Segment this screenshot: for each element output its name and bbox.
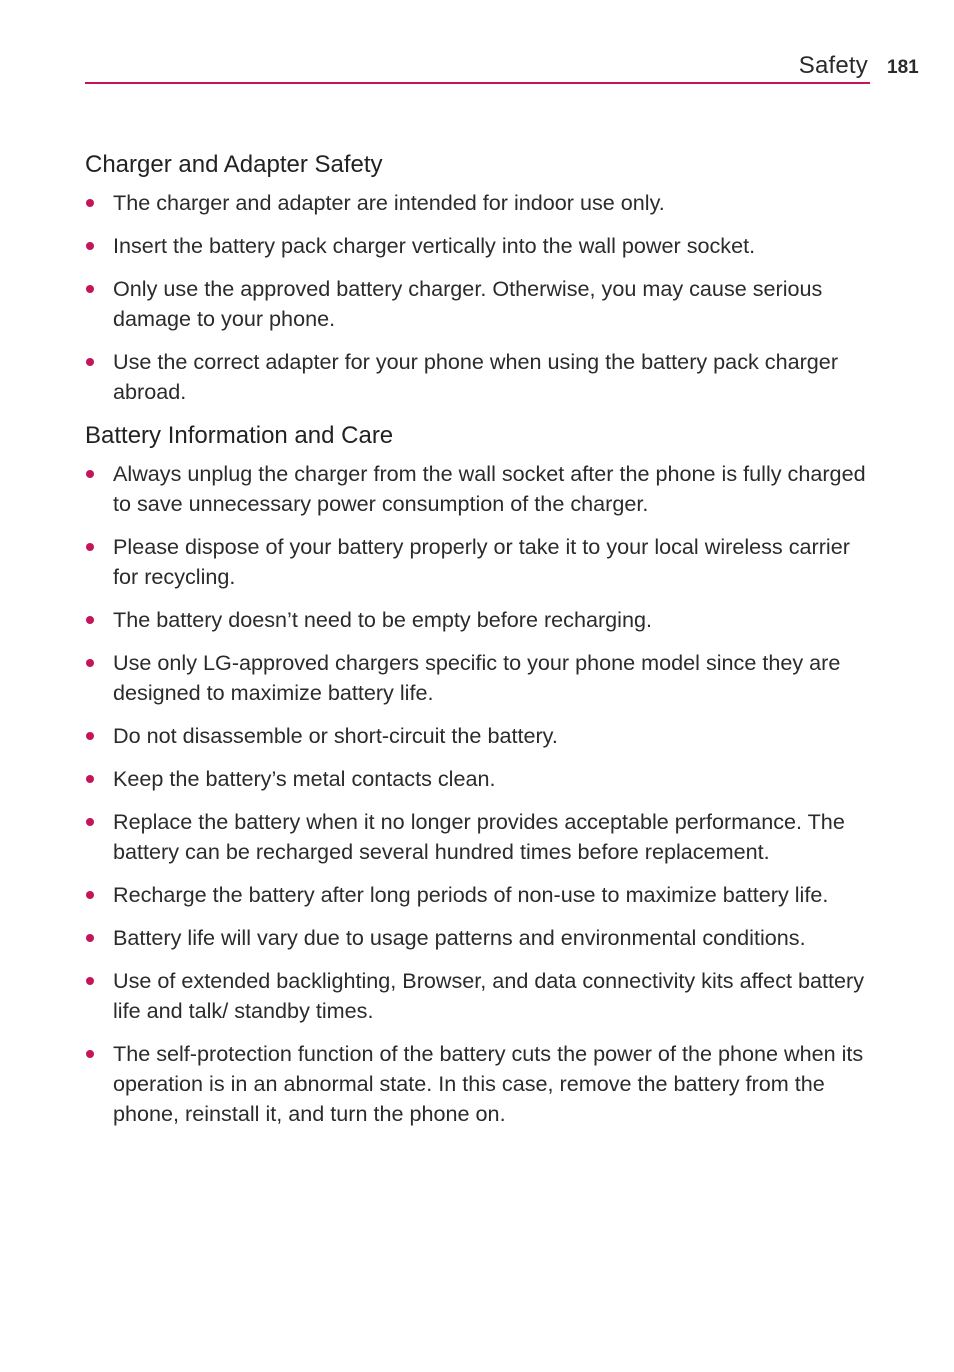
page-content: [85, 148, 875, 1129]
bullet-icon: [86, 977, 94, 985]
bullet-icon: [86, 242, 94, 250]
list-item: [85, 459, 875, 519]
section-heading-charger: Charger and Adapter Safety: [85, 151, 383, 178]
bullet-icon: [86, 358, 94, 366]
list-item-text: Please dispose of your battery properly or take it to your local wireless carrier for recycling.: [113, 534, 850, 589]
list-item: [85, 923, 875, 953]
list-item-text: Use only LG-approved chargers specific to your phone model since they are designed to maximize battery life.: [113, 650, 841, 705]
list-item: [85, 764, 875, 794]
bullet-icon: [86, 199, 94, 207]
list-item-text: Always unplug the charger from the wall socket after the phone is fully charged to save unnecessary power consumption of the charger.: [113, 461, 866, 516]
list-item-text: Keep the battery’s metal contacts clean.: [113, 766, 496, 791]
bullet-icon: [86, 616, 94, 624]
list-item: [85, 274, 875, 334]
list-item-text: Do not disassemble or short-circuit the battery.: [113, 723, 558, 748]
bullet-icon: [86, 659, 94, 667]
bullet-icon: [86, 543, 94, 551]
list-item: [85, 605, 875, 635]
list-item: [85, 1039, 875, 1129]
page-number: 181: [887, 57, 919, 78]
bullet-icon: [86, 891, 94, 899]
bullet-list-charger: [85, 188, 875, 407]
list-item: [85, 648, 875, 708]
list-item-text: Use the correct adapter for your phone when using the battery pack charger abroad.: [113, 349, 839, 404]
bullet-list-battery: [85, 459, 875, 1129]
bullet-icon: [86, 934, 94, 942]
list-item: [85, 721, 875, 751]
list-item-text: Recharge the battery after long periods of non-use to maximize battery life.: [113, 882, 829, 907]
list-item: [85, 188, 875, 218]
list-item-text: Use of extended backlighting, Browser, and data connectivity kits affect battery life and talk/ standby times.: [113, 968, 865, 1023]
list-item-text: The battery doesn’t need to be empty before recharging.: [113, 607, 652, 632]
list-item-text: The self-protection function of the battery cuts the power of the phone when its operation is in an abnormal state. In this case, remove the battery from the phone, reinstall it, and turn the phone on.: [113, 1041, 864, 1126]
list-item-text: The charger and adapter are intended for indoor use only.: [113, 190, 665, 215]
list-item: [85, 231, 875, 261]
bullet-icon: [86, 1050, 94, 1058]
bullet-icon: [86, 732, 94, 740]
bullet-icon: [86, 285, 94, 293]
header-title: Safety: [798, 52, 868, 79]
bullet-icon: [86, 470, 94, 478]
list-item-text: Insert the battery pack charger vertically into the wall power socket.: [113, 233, 756, 258]
bullet-icon: [86, 775, 94, 783]
list-item: [85, 347, 875, 407]
list-item-text: Replace the battery when it no longer provides acceptable performance. The battery can be recharged several hundred times before replacement.: [113, 809, 845, 864]
list-item: [85, 966, 875, 1026]
list-item: [85, 880, 875, 910]
list-item-text: Only use the approved battery charger. Otherwise, you may cause serious damage to your phone.: [113, 276, 823, 331]
bullet-icon: [86, 818, 94, 826]
page-header: [85, 48, 870, 84]
section-heading-battery: Battery Information and Care: [85, 422, 394, 449]
list-item: [85, 807, 875, 867]
list-item-text: Battery life will vary due to usage patterns and environmental conditions.: [113, 925, 806, 950]
list-item: [85, 532, 875, 592]
